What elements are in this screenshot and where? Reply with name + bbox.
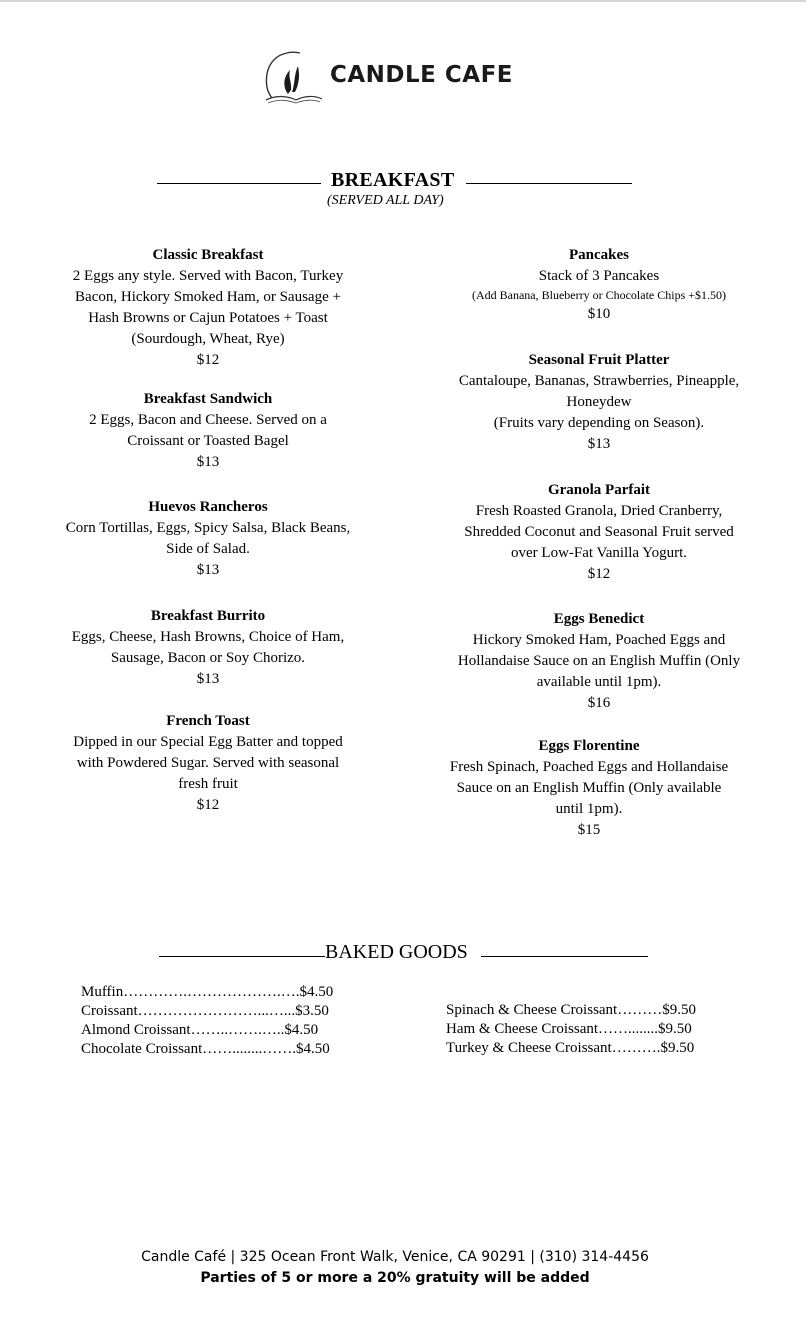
baked-item: Turkey & Cheese Croissant……….$9.50 [446, 1040, 695, 1056]
item-desc: Dipped in our Special Egg Batter and topped [73, 734, 343, 750]
menu-item [50, 389, 366, 473]
menu-item [440, 245, 758, 325]
menu-item [50, 606, 366, 690]
item-price: $12 [196, 352, 220, 368]
menu-item [50, 711, 366, 816]
baked-item: Chocolate Croissant……........…….$4.50 [81, 1041, 330, 1057]
baked-item: Spinach & Cheese Croissant………$9.50 [446, 1002, 696, 1018]
item-price: $13 [196, 454, 220, 470]
item-desc: over Low-Fat Vanilla Yogurt. [511, 545, 687, 561]
item-name: Pancakes [569, 247, 629, 263]
baked-item: Croissant……………………...…...$3.50 [81, 1003, 329, 1019]
baked-item: Ham & Cheese Croissant……........$9.50 [446, 1021, 692, 1037]
item-desc: Fresh Roasted Granola, Dried Cranberry, [475, 503, 723, 519]
item-name: Classic Breakfast [152, 247, 264, 263]
footer-address: Candle Café | 325 Ocean Front Walk, Venice, CA 90291 | (310) 314-4456 [141, 1249, 649, 1265]
footer-gratuity: Parties of 5 or more a 20% gratuity will be added [200, 1270, 590, 1286]
item-price: $13 [587, 436, 611, 452]
item-name: Breakfast Sandwich [143, 391, 273, 407]
item-desc: (Sourdough, Wheat, Rye) [131, 331, 285, 347]
item-desc: Corn Tortillas, Eggs, Spicy Salsa, Black Beans, [65, 520, 351, 536]
item-desc: Bacon, Hickory Smoked Ham, or Sausage + [75, 289, 341, 305]
item-desc: Hickory Smoked Ham, Poached Eggs and [472, 632, 726, 648]
item-desc: Cantaloupe, Bananas, Strawberries, Pineapple, [458, 373, 740, 389]
breakfast-subtitle: (SERVED ALL DAY) [327, 193, 444, 208]
item-price: $12 [587, 566, 611, 582]
item-desc: Shredded Coconut and Seasonal Fruit served [464, 524, 734, 540]
item-desc: available until 1pm). [536, 674, 662, 690]
baked-goods-list-right [446, 1001, 696, 1058]
logo [262, 50, 532, 106]
item-price: $13 [196, 671, 220, 687]
baked-goods-list-left [81, 983, 333, 1059]
baked-item: Almond Croissant……..…….…..$4.50 [81, 1022, 319, 1038]
item-desc: until 1pm). [555, 801, 623, 817]
menu-item [430, 736, 748, 841]
breakfast-rule-right [466, 183, 632, 184]
item-price: $12 [196, 797, 220, 813]
item-desc: Sausage, Bacon or Soy Chorizo. [110, 650, 306, 666]
menu-item [440, 609, 758, 714]
item-desc: Eggs, Cheese, Hash Browns, Choice of Ham, [71, 629, 345, 645]
item-desc: 2 Eggs any style. Served with Bacon, Turkey [72, 268, 344, 284]
item-price: $13 [196, 562, 220, 578]
item-desc: Hollandaise Sauce on an English Muffin (Only [457, 653, 741, 669]
item-name: Granola Parfait [547, 482, 651, 498]
item-name: Seasonal Fruit Platter [528, 352, 670, 368]
item-desc: Croissant or Toasted Bagel [127, 433, 289, 449]
item-desc: Honeydew [566, 394, 632, 410]
breakfast-rule-left [157, 183, 321, 184]
item-desc: (Fruits vary depending on Season). [493, 415, 705, 431]
item-price: $10 [587, 306, 611, 322]
breakfast-title: BREAKFAST [331, 169, 455, 191]
top-border [0, 0, 806, 2]
item-desc: fresh fruit [178, 776, 238, 792]
baked-item: Muffin………….……………….….$4.50 [81, 984, 334, 1000]
baked-goods-title: BAKED GOODS [325, 941, 468, 963]
item-price: $15 [577, 822, 601, 838]
item-desc: Fresh Spinach, Poached Eggs and Hollandaise [449, 759, 729, 775]
item-desc: Hash Browns or Cajun Potatoes + Toast [88, 310, 328, 326]
item-desc: Side of Salad. [166, 541, 250, 557]
menu-item [440, 350, 758, 455]
item-name: Breakfast Burrito [150, 608, 266, 624]
item-price: $16 [587, 695, 611, 711]
brand-name: CANDLE CAFE [330, 62, 513, 88]
baked-goods-rule-right [481, 956, 648, 957]
item-desc: 2 Eggs, Bacon and Cheese. Served on a [89, 412, 327, 428]
item-desc: with Powdered Sugar. Served with seasonal [76, 755, 340, 771]
item-name: Huevos Rancheros [148, 499, 268, 515]
item-name: French Toast [166, 713, 250, 729]
item-name: Eggs Benedict [553, 611, 645, 627]
item-name: Eggs Florentine [538, 738, 640, 754]
item-desc: Stack of 3 Pancakes [538, 268, 660, 284]
candle-flame-icon [262, 50, 324, 106]
item-desc: Sauce on an English Muffin (Only available [456, 780, 722, 796]
menu-item [50, 245, 366, 371]
item-note: (Add Banana, Blueberry or Chocolate Chips +$1.50) [471, 288, 727, 302]
menu-item [440, 480, 758, 585]
baked-goods-rule-left [159, 956, 325, 957]
menu-item [50, 497, 366, 581]
